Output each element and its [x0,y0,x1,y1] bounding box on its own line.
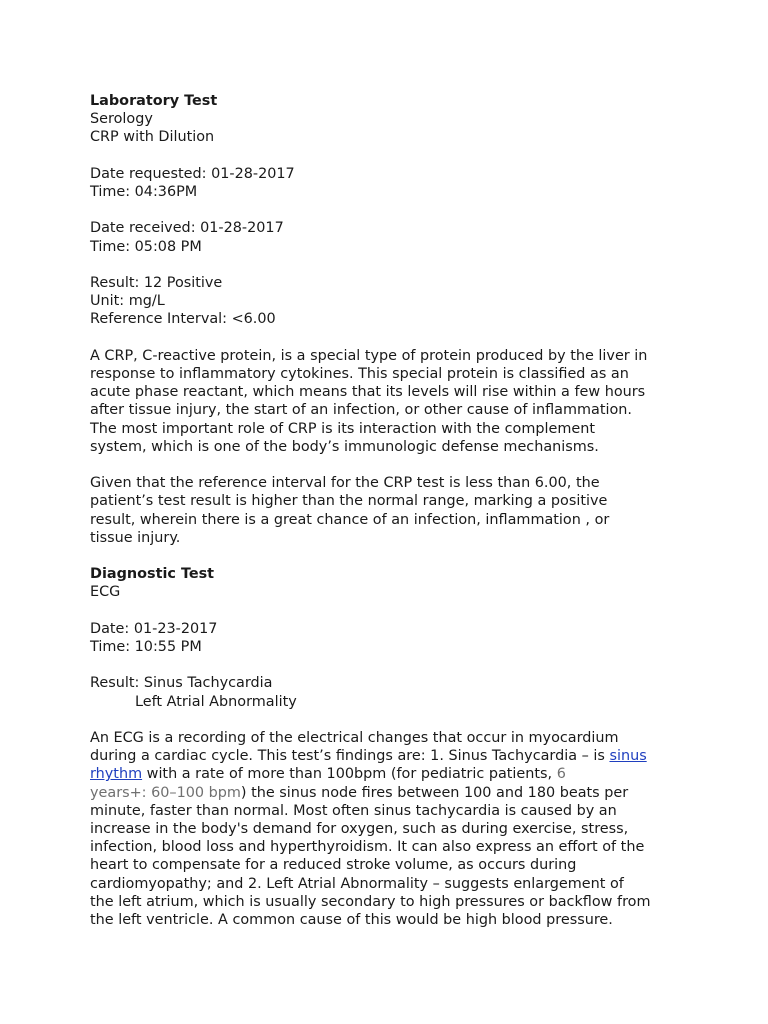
document-page [90,92,690,929]
lab-test-name: CRP with Dilution [90,129,215,146]
paragraph-line: the left ventricle. A common cause of this would be high blood pressure. [90,912,613,928]
diag-time: Time: 10:55 PM [90,638,202,655]
paragraph-line: minute, faster than normal. Most often sinus tachycardia is caused by an [90,802,617,819]
paragraph-line: system, which is one of the body’s immunologic defense mechanisms. [90,438,599,455]
lab-heading: Laboratory Test [90,93,218,109]
diag-date: Date: 01-23-2017 [90,620,218,637]
paragraph-line: A CRP, C-reactive protein, is a special type of protein produced by the liver in [90,347,648,364]
lab-unit: Unit: mg/L [90,293,165,310]
diag-heading: Diagnostic Test [90,566,215,583]
paragraph-line: acute phase reactant, which means that its levels will rise within a few hours [90,384,646,401]
paragraph-text: during a cardiac cycle. This test’s findings are: 1. Sinus Tachycardia – is [90,748,610,765]
sinus-rhythm-link[interactable]: sinus [609,748,647,765]
paragraph-line: cardiomyopathy; and 2. Left Atrial Abnormality – suggests enlargement of [90,875,624,892]
paragraph-line: Given that the reference interval for the CRP test is less than 6.00, the [90,475,600,492]
paragraph-line: heart to compensate for a reduced stroke volume, as occurs during [90,857,577,874]
paragraph-text: ) the sinus node fires between 100 and 180 beats per [240,784,629,801]
paragraph-line: An ECG is a recording of the electrical changes that occur in myocardium [90,729,619,746]
paragraph-line: patient’s test result is higher than the normal range, marking a positive [90,493,608,510]
ecg-description-paragraph [90,729,690,929]
time-requested: Time: 04:36PM [90,184,198,200]
lab-category: Serology [90,111,153,128]
diag-result-secondary: Left Atrial Abnormality [135,693,297,710]
sinus-rhythm-link-continued[interactable]: rhythm [90,766,143,783]
pediatric-range-text: years+: 60–100 bpm [90,784,241,801]
paragraph-line: result, wherein there is a great chance of an infection, inflammation , or [90,511,610,528]
lab-result: Result: 12 Positive [90,274,223,291]
diag-test-name: ECG [90,584,121,601]
paragraph-line [90,765,690,783]
pediatric-range-text: 6 [556,766,566,783]
paragraph-line: infection, blood loss and hyperthyroidism. It can also express an effort of the [90,839,645,856]
date-received: Date received: 01-28-2017 [90,220,284,237]
paragraph-line: increase in the body's demand for oxygen, such as during exercise, stress, [90,820,629,837]
crp-interpretation-paragraph [90,474,690,547]
paragraph-line [90,747,690,765]
paragraph-line: the left atrium, which is usually secondary to high pressures or backflow from [90,893,651,910]
paragraph-line: response to inflammatory cytokines. This special protein is classified as an [90,365,629,382]
time-received: Time: 05:08 PM [90,238,202,255]
lab-reference: Reference Interval: <6.00 [90,311,276,328]
paragraph-line [90,784,690,802]
paragraph-line: after tissue injury, the start of an infection, or other cause of inflammation. [90,402,632,419]
paragraph-line: tissue injury. [90,529,181,546]
date-requested: Date requested: 01-28-2017 [90,165,295,182]
paragraph-line: The most important role of CRP is its interaction with the complement [90,420,595,437]
diag-result: Result: Sinus Tachycardia [90,675,273,692]
crp-description-paragraph [90,347,690,456]
paragraph-text: with a rate of more than 100bpm (for pediatric patients, [142,766,557,783]
